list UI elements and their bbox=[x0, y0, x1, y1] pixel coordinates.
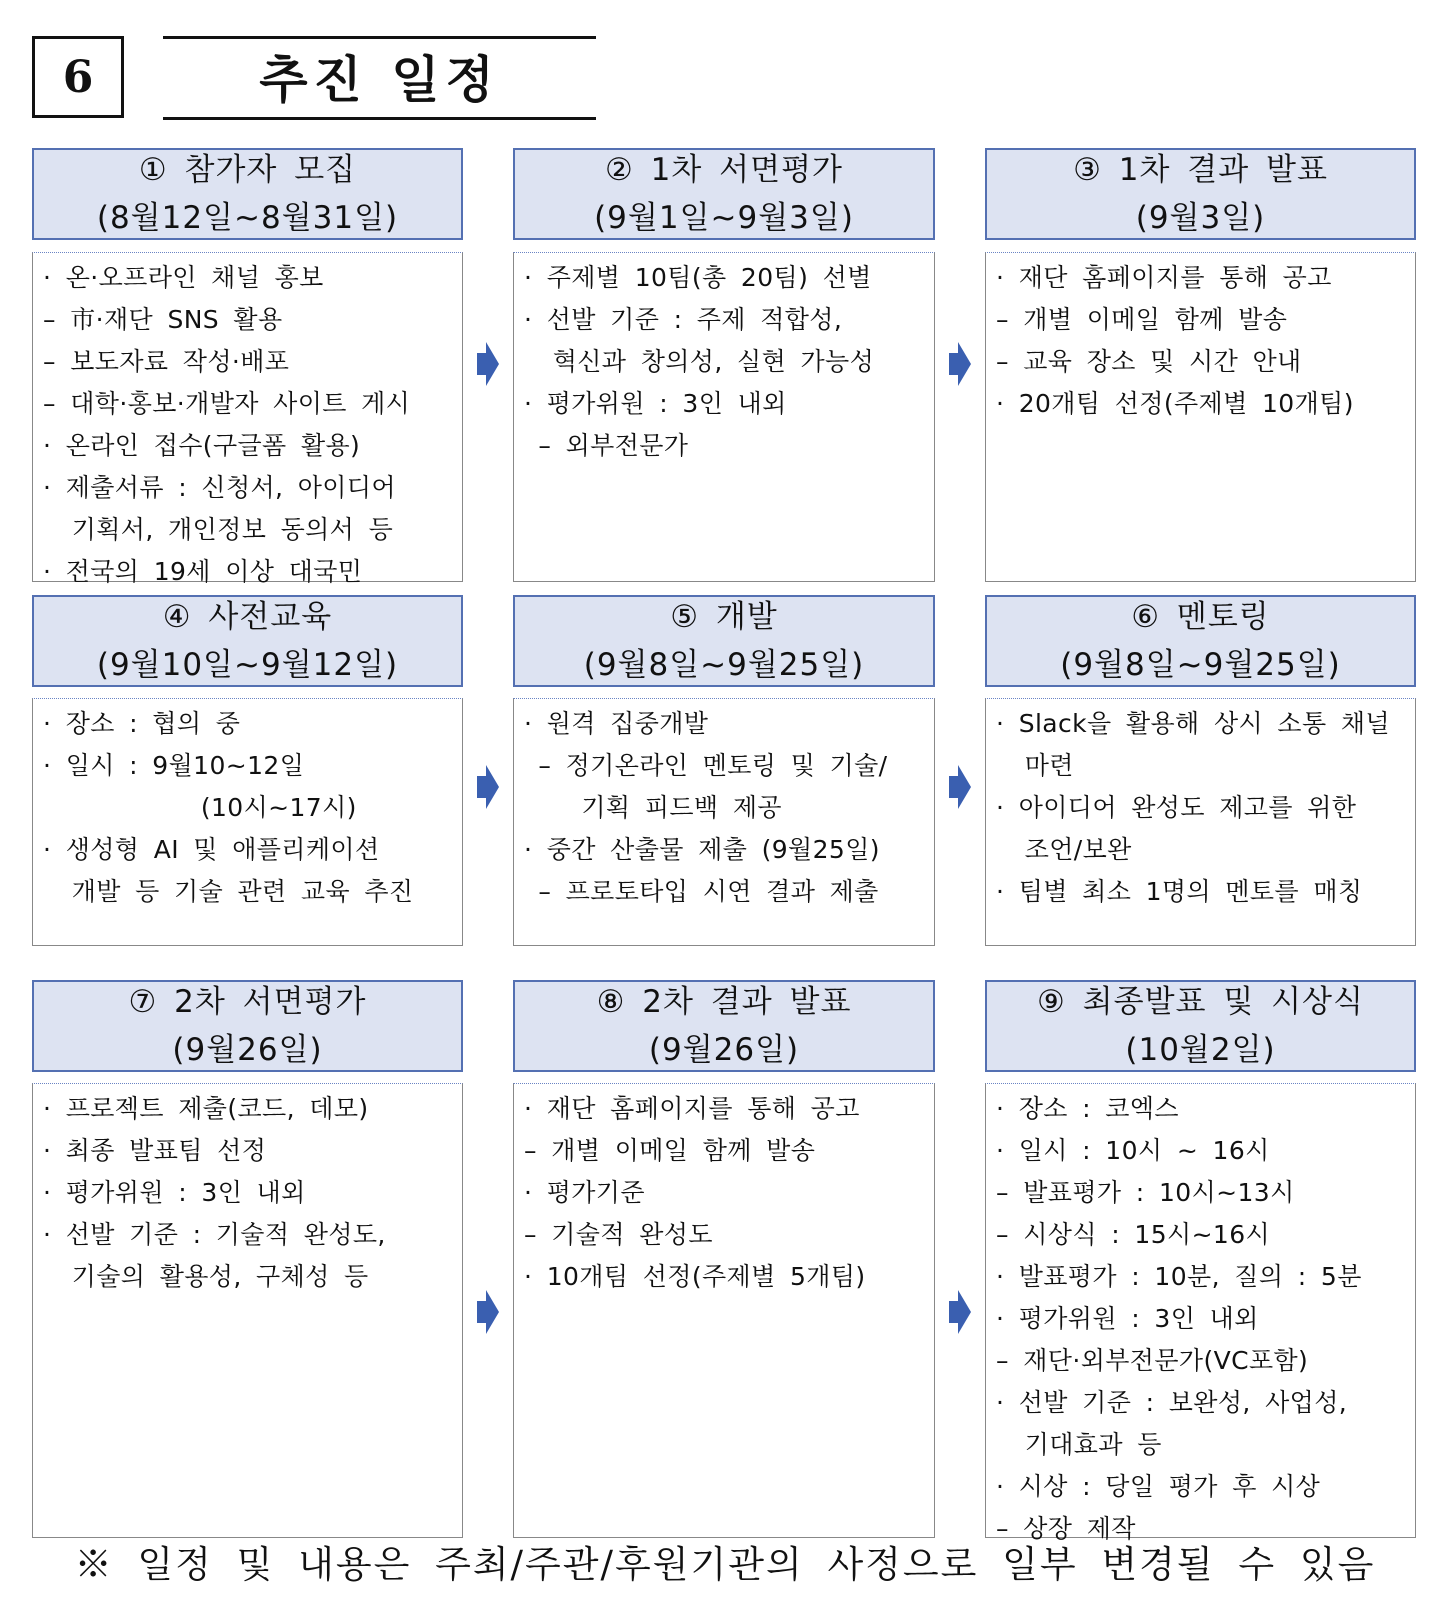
step-title: ⑧ 2차 결과 발표 bbox=[596, 984, 852, 1020]
step-line: 조언/보완 bbox=[996, 835, 1132, 864]
step-header-6 bbox=[985, 595, 1416, 687]
step-header-1 bbox=[32, 148, 463, 240]
step-line: · 평가위원 : 3인 내외 bbox=[524, 389, 787, 418]
arrow-right-icon bbox=[949, 1290, 971, 1334]
step-line: – 발표평가 : 10시~13시 bbox=[996, 1178, 1295, 1207]
section-title: 추진 일정 bbox=[163, 36, 596, 120]
step-body-1 bbox=[32, 252, 463, 586]
step-title: ② 1차 서면평가 bbox=[605, 152, 843, 188]
section-number-box bbox=[32, 36, 124, 118]
step-line: 기대효과 등 bbox=[996, 1430, 1162, 1459]
step-line: · 장소 : 코엑스 bbox=[996, 1094, 1179, 1123]
step-line: · 중간 산출물 제출 (9월25일) bbox=[524, 835, 880, 864]
step-line: · 일시 : 10시 ~ 16시 bbox=[996, 1136, 1270, 1165]
step-period: (9월10일~9월12일) bbox=[96, 647, 399, 683]
step-title: ⑦ 2차 서면평가 bbox=[128, 984, 367, 1020]
step-line: (10시~17시) bbox=[43, 793, 357, 822]
step-line: · 프로젝트 제출(코드, 데모) bbox=[43, 1094, 369, 1123]
step-title: ③ 1차 결과 발표 bbox=[1073, 152, 1328, 188]
step-body-4 bbox=[32, 698, 463, 946]
step-line: · 재단 홈페이지를 통해 공고 bbox=[524, 1094, 860, 1123]
step-line: 기획서, 개인정보 동의서 등 bbox=[43, 515, 394, 544]
step-title: ⑤ 개발 bbox=[670, 599, 778, 635]
step-line: – 市·재단 SNS 활용 bbox=[43, 305, 283, 334]
step-header-8 bbox=[513, 980, 935, 1072]
step-line: · 아이디어 완성도 제고를 위한 bbox=[996, 793, 1357, 822]
step-line: · 10개팀 선정(주제별 5개팀) bbox=[524, 1262, 866, 1291]
step-period: (9월8일~9월25일) bbox=[1060, 647, 1341, 683]
step-title: ① 참가자 모집 bbox=[138, 152, 357, 188]
step-line: – 기술적 완성도 bbox=[524, 1220, 713, 1249]
step-line: 기획 피드백 제공 bbox=[524, 793, 782, 822]
step-line: · 제출서류 : 신청서, 아이디어 bbox=[43, 473, 396, 502]
footnote: ※ 일정 및 내용은 주최/주관/후원기관의 사정으로 일부 변경될 수 있음 bbox=[74, 1543, 1376, 1586]
step-line: – 프로토타입 시연 결과 제출 bbox=[524, 877, 879, 906]
step-period: (9월3일) bbox=[1135, 200, 1266, 236]
step-body-2 bbox=[513, 252, 935, 582]
step-line: – 개별 이메일 함께 발송 bbox=[524, 1136, 816, 1165]
step-line: · 생성형 AI 및 애플리케이션 bbox=[43, 835, 380, 864]
arrow-right-icon bbox=[949, 765, 971, 809]
step-line: · 선발 기준 : 기술적 완성도, bbox=[43, 1220, 386, 1249]
step-header-3 bbox=[985, 148, 1416, 240]
step-body-9 bbox=[985, 1083, 1416, 1543]
step-line: 마련 bbox=[996, 751, 1074, 780]
step-header-5 bbox=[513, 595, 935, 687]
step-line: 혁신과 창의성, 실현 가능성 bbox=[524, 347, 875, 376]
step-line: – 상장 제작 bbox=[996, 1514, 1136, 1543]
step-period: (10월2일) bbox=[1125, 1032, 1276, 1068]
step-line: · 선발 기준 : 주제 적합성, bbox=[524, 305, 843, 334]
arrow-right-icon bbox=[477, 342, 499, 386]
step-body-5 bbox=[513, 698, 935, 946]
step-line: · 시상 : 당일 평가 후 시상 bbox=[996, 1472, 1321, 1501]
arrow-right-icon bbox=[477, 1290, 499, 1334]
step-line: · 팀별 최소 1명의 멘토를 매칭 bbox=[996, 877, 1363, 906]
step-header-4 bbox=[32, 595, 463, 687]
step-period: (8월12일~8월31일) bbox=[96, 200, 399, 236]
step-line: · 전국의 19세 이상 대국민 bbox=[43, 557, 363, 586]
step-line: 기술의 활용성, 구체성 등 bbox=[43, 1262, 369, 1291]
step-body-8 bbox=[513, 1083, 935, 1538]
step-body-7 bbox=[32, 1083, 463, 1538]
step-body-3 bbox=[985, 252, 1416, 582]
step-line: · 평가기준 bbox=[524, 1178, 645, 1207]
step-line: · 재단 홈페이지를 통해 공고 bbox=[996, 263, 1332, 292]
step-line: – 정기온라인 멘토링 및 기술/ bbox=[524, 751, 888, 780]
step-line: · Slack을 활용해 상시 소통 채널 bbox=[996, 709, 1390, 738]
step-body-6 bbox=[985, 698, 1416, 946]
step-line: – 보도자료 작성·배포 bbox=[43, 347, 290, 376]
section-number: 6 bbox=[62, 51, 94, 103]
step-title: ⑨ 최종발표 및 시상식 bbox=[1037, 984, 1364, 1020]
step-header-2 bbox=[513, 148, 935, 240]
step-header-9 bbox=[985, 980, 1416, 1072]
step-line: · 온·오프라인 채널 홍보 bbox=[43, 263, 324, 292]
step-line: · 평가위원 : 3인 내외 bbox=[996, 1304, 1259, 1333]
step-line: – 외부전문가 bbox=[524, 431, 689, 460]
arrow-right-icon bbox=[477, 765, 499, 809]
step-line: – 교육 장소 및 시간 안내 bbox=[996, 347, 1302, 376]
step-period: (9월26일) bbox=[172, 1032, 323, 1068]
step-line: – 시상식 : 15시~16시 bbox=[996, 1220, 1271, 1249]
step-header-7 bbox=[32, 980, 463, 1072]
step-line: · 평가위원 : 3인 내외 bbox=[43, 1178, 306, 1207]
step-line: – 대학·홍보·개발자 사이트 게시 bbox=[43, 389, 411, 418]
step-line: · 일시 : 9월10~12일 bbox=[43, 751, 305, 780]
step-line: · 선발 기준 : 보완성, 사업성, bbox=[996, 1388, 1348, 1417]
step-line: · 최종 발표팀 선정 bbox=[43, 1136, 267, 1165]
step-period: (9월1일~9월3일) bbox=[594, 200, 854, 236]
step-line: · 20개팀 선정(주제별 10개팀) bbox=[996, 389, 1354, 418]
step-period: (9월8일~9월25일) bbox=[583, 647, 865, 683]
step-line: · 장소 : 협의 중 bbox=[43, 709, 241, 738]
step-line: · 원격 집중개발 bbox=[524, 709, 709, 738]
step-title: ④ 사전교육 bbox=[162, 599, 333, 635]
step-line: 개발 등 기술 관련 교육 추진 bbox=[43, 877, 414, 906]
step-line: – 개별 이메일 함께 발송 bbox=[996, 305, 1288, 334]
step-title: ⑥ 멘토링 bbox=[1131, 599, 1270, 635]
step-period: (9월26일) bbox=[648, 1032, 800, 1068]
step-line: · 발표평가 : 10분, 질의 : 5분 bbox=[996, 1262, 1362, 1291]
step-line: · 주제별 10팀(총 20팀) 선별 bbox=[524, 263, 872, 292]
step-line: · 온라인 접수(구글폼 활용) bbox=[43, 431, 361, 460]
arrow-right-icon bbox=[949, 342, 971, 386]
step-line: – 재단·외부전문가(VC포함) bbox=[996, 1346, 1309, 1375]
